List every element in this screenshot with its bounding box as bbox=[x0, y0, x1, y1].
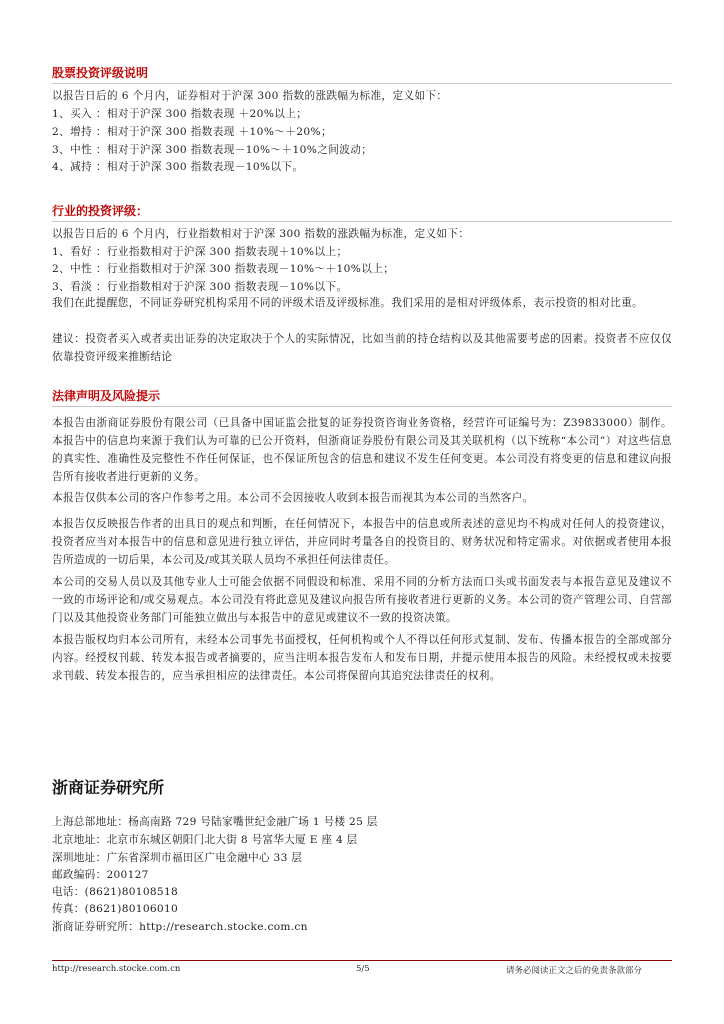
legal-paragraph: 本报告仅供本公司的客户作参考之用。本公司不会因接收人收到本报告而视其为本公司的当然客户。 bbox=[52, 492, 534, 504]
industry-rating-title: 行业的投资评级： bbox=[52, 204, 149, 218]
industry-rating-item: 3、看淡 ：行业指数相对于沪深 300 指数表现－10%以下。 bbox=[52, 281, 348, 293]
footer-divider bbox=[52, 960, 672, 961]
company-website: 浙商证券研究所：http://research.stocke.com.cn bbox=[52, 921, 308, 933]
legal-paragraph: 本公司的交易人员以及其他专业人士可能会依据不同假设和标准、采用不同的分析方法而口头或书面发表与本报告意见及建议不一致的市场评论和/或交易观点。本公司没有将此意见及建议向报告所有接收者进行更新的义务。本公司的资产管理公司、自营部门以及其他投资业务部门可能独立做出与本报告中的意见或建议不一致的投资决策。 bbox=[52, 576, 672, 624]
company-postcode: 邮政编码：200127 bbox=[52, 869, 149, 881]
footer-notice: 请务必阅读正文之后的免责条款部分 bbox=[506, 966, 643, 976]
stock-rating-item: 2、增持 ：相对于沪深 300 指数表现 ＋10%～＋20%； bbox=[52, 126, 333, 138]
section-divider bbox=[52, 221, 672, 222]
stock-rating-item: 1、买入 ：相对于沪深 300 指数表现 ＋20%以上； bbox=[52, 108, 308, 120]
company-name: 浙商证券研究所 bbox=[52, 778, 165, 797]
investment-advice-note: 建议：投资者买入或者卖出证券的决定取决于个人的实际情况，比如当前的持仓结构以及其他需要考虑的因素。投资者不应仅仅依靠投资评级来推断结论 bbox=[52, 333, 672, 363]
legal-paragraph: 本报告由浙商证券股份有限公司（已具备中国证监会批复的证券投资咨询业务资格，经营许可证编号为：Z39833000）制作。本报告中的信息均来源于我们认为可靠的已公开资料，但浙商证券股份有限公司及其关联机构（以下统称“本公司”）对这些信息的真实性、准确性及完整性不作任何保证，也不保证所包含的信息和建议不发生任何变更。本公司没有将变更的信息和建议向报告所有接收者进行更新的义务。 bbox=[52, 417, 672, 483]
legal-paragraph: 本报告版权均归本公司所有，未经本公司事先书面授权，任何机构或个人不得以任何形式复制、发布、传播本报告的全部或部分内容。经授权刊载、转发本报告或者摘要的，应当注明本报告发布人和发布日期，并提示使用本报告的风险。未经授权或未按要求刊载、转发本报告的，应当承担相应的法律责任。本公司将保留向其追究法律责任的权利。 bbox=[52, 634, 672, 682]
footer-url[interactable]: http://research.stocke.com.cn bbox=[52, 964, 181, 974]
section-divider bbox=[52, 83, 672, 84]
company-address-shenzhen: 深圳地址：广东省深圳市福田区广电金融中心 33 层 bbox=[52, 852, 303, 864]
company-address-beijing: 北京地址：北京市东城区朝阳门北大街 8 号富华大厦 E 座 4 层 bbox=[52, 834, 358, 846]
industry-rating-note: 我们在此提醒您，不同证券研究机构采用不同的评级术语及评级标准。我们采用的是相对评级体系，表示投资的相对比重。 bbox=[52, 297, 643, 309]
company-fax: 传真：(8621)80106010 bbox=[52, 903, 179, 915]
industry-rating-item: 1、看好 ：行业指数相对于沪深 300 指数表现＋10%以上； bbox=[52, 246, 348, 258]
legal-paragraph: 本报告仅反映报告作者的出具日的观点和判断，在任何情况下，本报告中的信息或所表述的意见均不构成对任何人的投资建议，投资者应当对本报告中的信息和意见进行独立评估，并应同时考量各自的投资目的、财务状况和特定需求。对依据或者使用本报告所造成的一切后果，本公司及/或其关联人员均不承担任何法律责任。 bbox=[52, 518, 672, 566]
industry-rating-intro: 以报告日后的 6 个月内，行业指数相对于沪深 300 指数的涨跌幅为标准，定义如下： bbox=[52, 228, 470, 240]
section-divider bbox=[52, 406, 672, 407]
industry-rating-item: 2、中性 ：行业指数相对于沪深 300 指数表现－10%～＋10%以上； bbox=[52, 263, 395, 275]
stock-rating-title: 股票投资评级说明 bbox=[52, 66, 149, 80]
legal-title: 法律声明及风险提示 bbox=[52, 389, 161, 403]
page-number: 5/5 bbox=[356, 964, 370, 974]
stock-rating-intro: 以报告日后的 6 个月内，证券相对于沪深 300 指数的涨跌幅为标准，定义如下： bbox=[52, 90, 448, 102]
stock-rating-item: 3、中性 ：相对于沪深 300 指数表现－10%～＋10%之间波动； bbox=[52, 144, 373, 156]
company-phone: 电话：(8621)80108518 bbox=[52, 886, 179, 898]
company-address-shanghai: 上海总部地址：杨高南路 729 号陆家嘴世纪金融广场 1 号楼 25 层 bbox=[52, 816, 378, 828]
stock-rating-item: 4、减持 ：相对于沪深 300 指数表现－10%以下。 bbox=[52, 161, 304, 173]
